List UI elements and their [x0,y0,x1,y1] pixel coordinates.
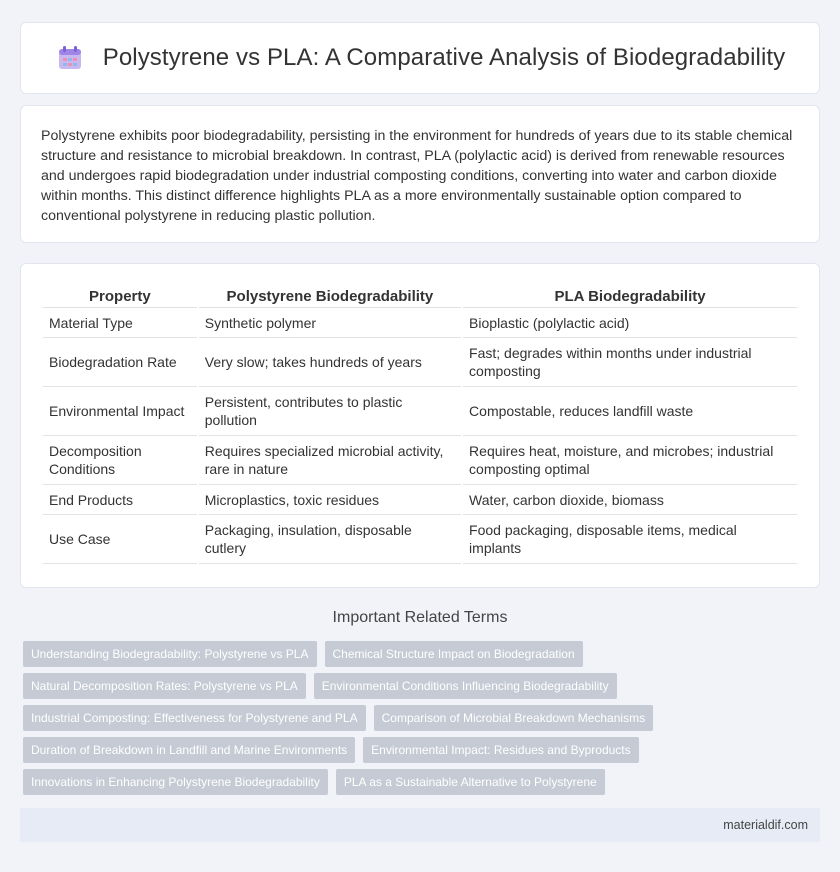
footer [20,808,820,842]
intro-card [20,105,820,243]
footer-site-link[interactable]: materialdif.com [723,818,808,832]
table-header-row [43,284,797,308]
table-row [43,338,797,387]
table-row [43,515,797,564]
table-cell: Bioplastic (polylactic acid) [463,308,797,338]
calendar-icon [55,43,85,73]
related-term-tag[interactable]: Chemical Structure Impact on Biodegradation [325,641,583,667]
related-term-tag[interactable]: Comparison of Microbial Breakdown Mechanisms [374,705,653,731]
related-term-tag[interactable]: Natural Decomposition Rates: Polystyrene vs PLA [23,673,306,699]
table-cell: Environmental Impact [43,387,197,436]
table-cell: End Products [43,485,197,515]
table-cell: Food packaging, disposable items, medical implants [463,515,797,564]
related-term-tag[interactable]: PLA as a Sustainable Alternative to Polystyrene [336,769,605,795]
table-cell: Decomposition Conditions [43,436,197,485]
comparison-table [41,284,799,564]
table-cell: Microplastics, toxic residues [199,485,461,515]
table-cell: Requires specialized microbial activity, rare in nature [199,436,461,485]
table-row [43,485,797,515]
table-row [43,436,797,485]
related-term-tag[interactable]: Understanding Biodegradability: Polystyrene vs PLA [23,641,317,667]
table-row [43,308,797,338]
comparison-table-card [20,263,820,588]
related-term-tag[interactable]: Industrial Composting: Effectiveness for Polystyrene and PLA [23,705,366,731]
table-row [43,387,797,436]
table-cell: Material Type [43,308,197,338]
intro-paragraph: Polystyrene exhibits poor biodegradability, persisting in the environment for hundreds of years due to its stable chemical structure and resistance to microbial breakdown. In contrast, PLA (polylactic acid) is derived from renewable resources and undergoes rapid biodegradation under industrial composting conditions, converting into water and carbon dioxide within months. This distinct difference highlights PLA as a more environmentally sustainable option compared to conventional polystyrene in reducing plastic pollution. [41,128,793,224]
table-cell: Persistent, contributes to plastic pollution [199,387,461,436]
related-terms-list [23,641,813,801]
related-term-tag[interactable]: Innovations in Enhancing Polystyrene Biodegradability [23,769,328,795]
table-header-cell: Property [43,284,197,308]
header-card [20,22,820,94]
table-header-cell: Polystyrene Biodegradability [199,284,461,308]
related-term-tag[interactable]: Environmental Impact: Residues and Byproducts [363,737,638,763]
related-term-tag[interactable]: Environmental Conditions Influencing Biodegradability [314,673,617,699]
table-cell: Fast; degrades within months under industrial composting [463,338,797,387]
table-cell: Very slow; takes hundreds of years [199,338,461,387]
table-cell: Requires heat, moisture, and microbes; industrial composting optimal [463,436,797,485]
table-cell: Packaging, insulation, disposable cutlery [199,515,461,564]
table-cell: Water, carbon dioxide, biomass [463,485,797,515]
table-cell: Synthetic polymer [199,308,461,338]
table-cell: Use Case [43,515,197,564]
table-header-cell: PLA Biodegradability [463,284,797,308]
table-cell: Biodegradation Rate [43,338,197,387]
related-term-tag[interactable]: Duration of Breakdown in Landfill and Marine Environments [23,737,355,763]
page-title: Polystyrene vs PLA: A Comparative Analysis of Biodegradability [102,44,786,71]
table-cell: Compostable, reduces landfill waste [463,387,797,436]
related-terms-title: Important Related Terms [332,609,508,626]
